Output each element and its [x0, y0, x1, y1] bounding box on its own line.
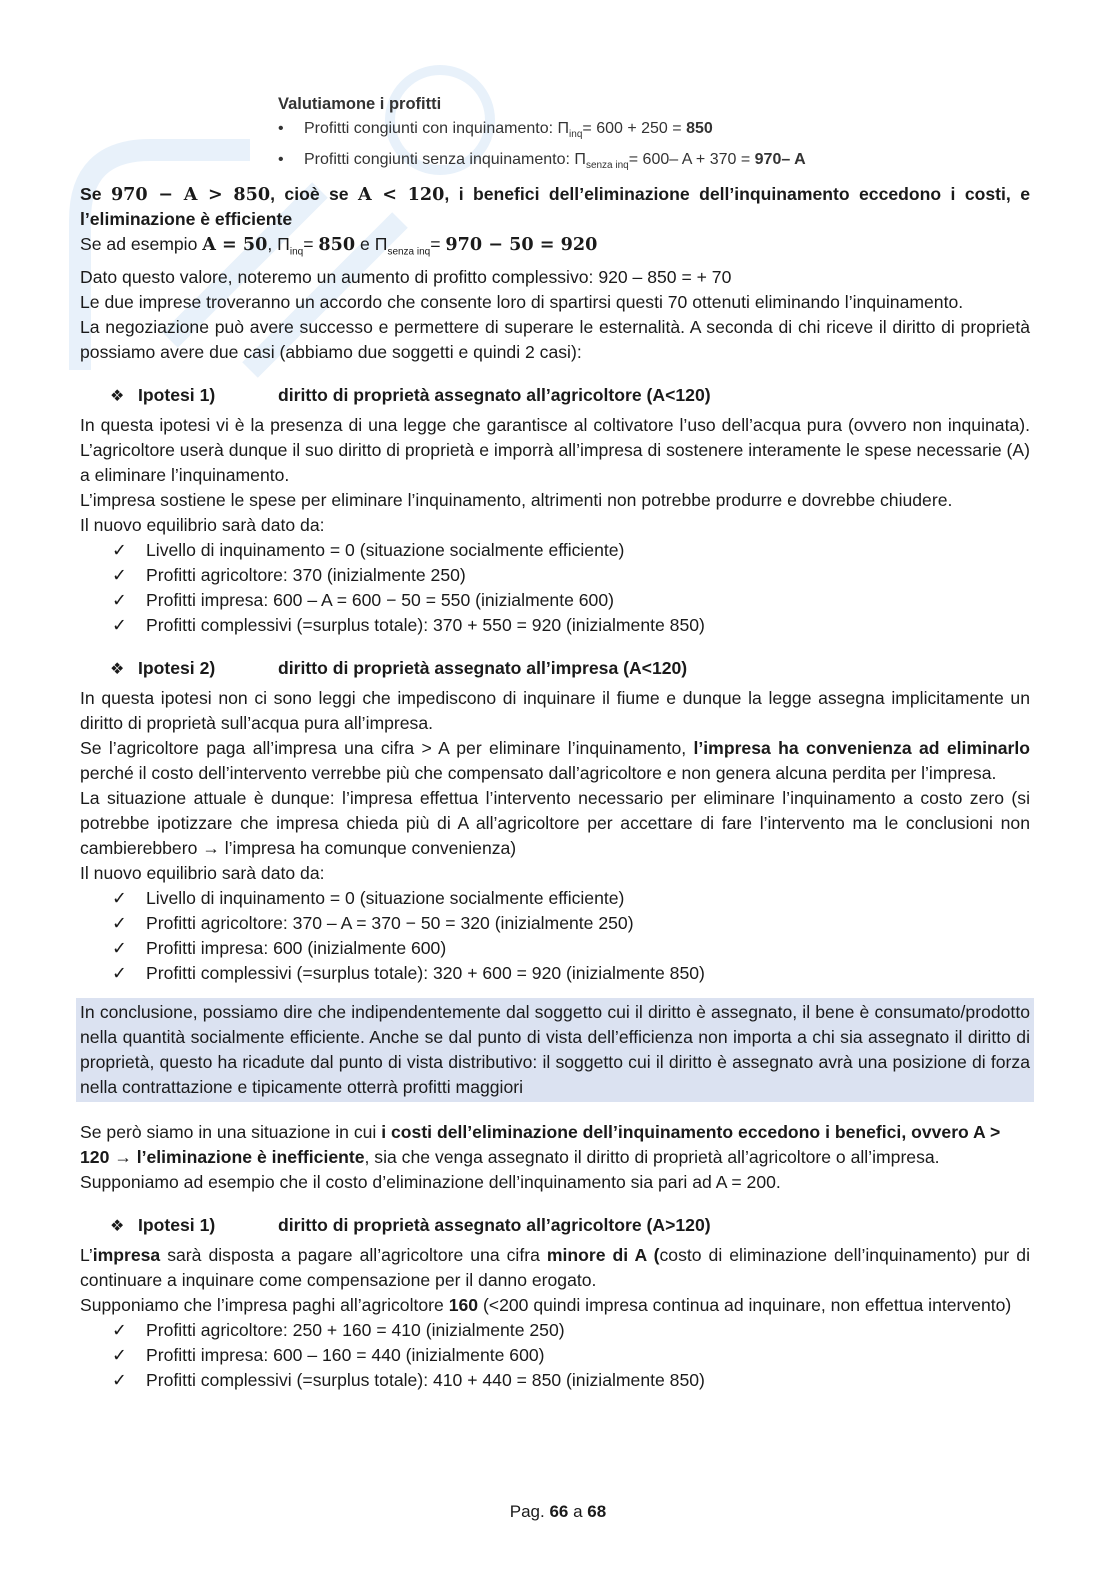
inefficiency-paragraph: Se però siamo in una situazione in cui i costi dell’eliminazione dell’inquinamento eccedono i benefici, ovvero A > 120 → l’eliminazione è inefficiente, sia che venga assegnato il diritto di proprietà all’agricoltore o all’impresa. — [80, 1121, 1001, 1167]
agreement-paragraph: Le due imprese troveranno un accordo che consente loro di spartirsi questi 70 ottenuti eliminando l’inquinamento. — [80, 291, 964, 312]
checkmark-icon: ✓ — [112, 1319, 127, 1340]
hypothesis-paragraph: Supponiamo che l’impresa paghi all’agricoltore 160 (<200 quindi impresa continua ad inquinare, non effettua intervento) — [80, 1294, 1012, 1315]
profit-increase-paragraph: Dato questo valore, noteremo un aumento di profitto complessivo: 920 – 850 = + 70 — [80, 266, 732, 287]
hypothesis-paragraph: In questa ipotesi vi è la presenza di una legge che garantisce al coltivatore l’uso dell’acqua pura (ovvero non inquinata). L’agricoltore userà dunque il suo diritto di proprietà e imporrà all’impresa di sostenere interamente le spese necessarie (A) a eliminare l’inquinamento. — [80, 414, 1030, 485]
checklist — [80, 1318, 1030, 1393]
checkmark-icon: ✓ — [112, 887, 127, 908]
checklist — [80, 886, 1030, 986]
example-line: Se ad esempio A = 50, $\Pi_{inq}= 850$ e $\Pi_{senza inq}= 970 - 50 = 920$ — [80, 234, 598, 258]
hypothesis-paragraph: L’impresa sarà disposta a pagare all’agricoltore una cifra minore di A (costo di eliminazione dell’inquinamento) pur di continuare a inquinare come compensazione per il danno erogato. — [80, 1244, 1030, 1290]
evaluation-title: Valutiamone i profitti — [278, 95, 442, 113]
equilibrium-label: Il nuovo equilibrio sarà dato da: — [80, 862, 325, 883]
list-item: ✓ Profitti agricoltore: 250 + 160 = 410 (inizialmente 250) — [112, 1318, 1030, 1343]
document-page — [80, 92, 1030, 1393]
checkmark-icon: ✓ — [112, 1369, 127, 1390]
profit-evaluation — [278, 92, 1030, 178]
hypothesis-paragraph: L’impresa sostiene le spese per eliminare l’inquinamento, altrimenti non potrebbe produrre e dovrebbe chiudere. — [80, 489, 953, 510]
checkmark-icon: ✓ — [112, 589, 127, 610]
checkmark-icon: ✓ — [112, 962, 127, 983]
checkmark-icon: ✓ — [112, 564, 127, 585]
list-item: ✓ Livello di inquinamento = 0 (situazione socialmente efficiente) — [112, 886, 1030, 911]
diamond-bullet-icon: ❖ — [110, 1217, 125, 1235]
hypothesis-paragraph: La situazione attuale è dunque: l’impresa effettua l’intervento necessario per eliminare l’inquinamento a costo zero (si potrebbe ipotizzare che impresa chieda più di A all’agricoltore per accettare di fare l’intervento ma le conclusioni non cambierebbero → l’impresa ha comunque convenienza) — [80, 787, 1030, 858]
conclusion-box: In conclusione, possiamo dire che indipendentemente dal soggetto cui il diritto è assegnato, il bene è consumato/prodotto nella quantità socialmente efficiente. Anche se dal punto di vista dell’efficienza non importa a chi sia assegnato il diritto di proprietà, questo ha ricadute dal punto di vista distributivo: il soggetto cui il diritto è assegnato avrà una posizione di forza nella contrattazione e tipicamente otterrà profitti maggiori — [76, 998, 1034, 1102]
checkmark-icon: ✓ — [112, 1344, 127, 1365]
page-total: 68 — [587, 1502, 607, 1521]
hypothesis-heading: ❖ Ipotesi 2) diritto di proprietà assegnato all’impresa (A<120) — [110, 658, 688, 679]
checkmark-icon: ✓ — [112, 937, 127, 958]
list-item: ✓ Livello di inquinamento = 0 (situazione socialmente efficiente) — [112, 538, 1030, 563]
hypothesis-heading: ❖ Ipotesi 1) diritto di proprietà assegnato all’agricoltore (A>120) — [110, 1215, 711, 1236]
page-footer: Pag. 66 a 68 — [509, 1502, 607, 1521]
checkmark-icon: ✓ — [112, 539, 127, 560]
diamond-bullet-icon: ❖ — [110, 660, 125, 678]
checkmark-icon: ✓ — [112, 614, 127, 635]
list-item: ✓ Profitti complessivi (=surplus totale): 410 + 440 = 850 (inizialmente 850) — [112, 1368, 1030, 1393]
efficiency-condition: Se 970 − A > 850, cioè se A < 120, i benefici dell’eliminazione dell’inquinamento eccedono i costi, e l’eliminazione è efficiente — [80, 184, 1030, 230]
equilibrium-label: Il nuovo equilibrio sarà dato da: — [80, 514, 325, 535]
negotiation-paragraph: La negoziazione può avere successo e permettere di superare le esternalità. A seconda di chi riceve il diritto di proprietà possiamo avere due casi (abbiamo due soggetti e quindi 2 casi): — [80, 316, 1030, 362]
list-item: ✓ Profitti complessivi (=surplus totale): 320 + 600 = 920 (inizialmente 850) — [112, 961, 1030, 986]
list-item: ✓ Profitti agricoltore: 370 – A = 370 − 50 = 320 (inizialmente 250) — [112, 911, 1030, 936]
checkmark-icon: ✓ — [112, 912, 127, 933]
example-cost-paragraph: Supponiamo ad esempio che il costo d’eliminazione dell’inquinamento sia pari ad A = 200. — [80, 1171, 781, 1192]
diamond-bullet-icon: ❖ — [110, 387, 125, 405]
page-number: 66 — [549, 1502, 569, 1521]
checklist — [80, 538, 1030, 638]
evaluation-item-with-pollution: • Profitti congiunti con inquinamento: $\Pi_{inq}= 600 + 250 = 850$ — [278, 116, 1030, 147]
evaluation-item-without-pollution: • Profitti congiunti senza inquinamento: $\Pi_{senza inq}= 600-$ A + 370 = 970– A — [278, 147, 1030, 178]
list-item: ✓ Profitti agricoltore: 370 (inizialmente 250) — [112, 563, 1030, 588]
hypothesis-paragraph: In questa ipotesi non ci sono leggi che impediscono di inquinare il fiume e dunque la legge assegna implicitamente un diritto di proprietà sull’acqua pura all’impresa. — [80, 687, 1030, 733]
list-item: ✓ Profitti complessivi (=surplus totale): 370 + 550 = 920 (inizialmente 850) — [112, 613, 1030, 638]
hypothesis-paragraph: Se l’agricoltore paga all’impresa una cifra > A per eliminare l’inquinamento, l’impresa ha convenienza ad eliminarlo perché il costo dell’intervento verrebbe più che compensato dall’agricoltore e non genera alcuna perdita per l’impresa. — [80, 737, 1030, 783]
list-item: ✓ Profitti impresa: 600 – 160 = 440 (inizialmente 600) — [112, 1343, 1030, 1368]
hypothesis-heading: ❖ Ipotesi 1) diritto di proprietà assegnato all’agricoltore (A<120) — [110, 385, 711, 406]
list-item: ✓ Profitti impresa: 600 – A = 600 − 50 = 550 (inizialmente 600) — [112, 588, 1030, 613]
list-item: ✓ Profitti impresa: 600 (inizialmente 600) — [112, 936, 1030, 961]
